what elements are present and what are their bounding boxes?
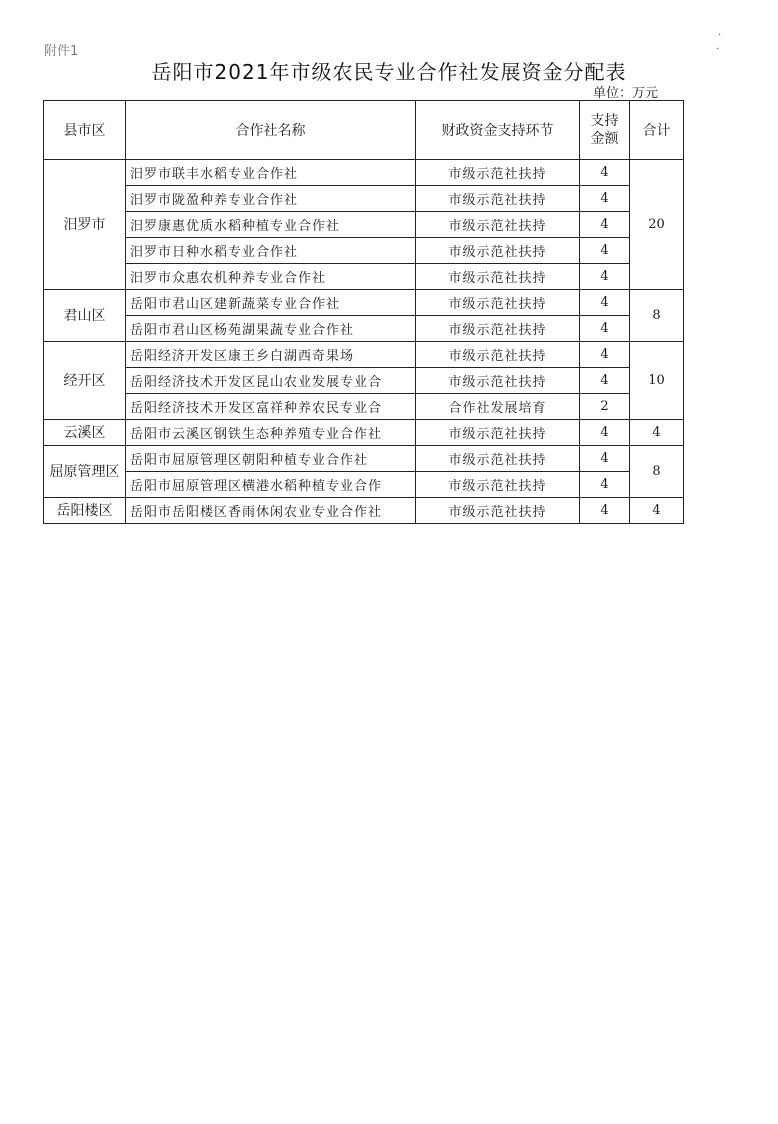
group-total-cell: 10 [630,342,684,420]
header-step: 财政资金支持环节 [416,101,580,160]
county-cell: 经开区 [44,342,126,420]
support-step-cell: 市级示范社扶持 [416,368,580,394]
support-step-cell: 市级示范社扶持 [416,290,580,316]
table-row [44,498,684,524]
allocation-table [43,100,684,524]
table-row [44,394,684,420]
support-step-cell: 市级示范社扶持 [416,264,580,290]
group-total-cell: 8 [630,446,684,498]
table-row [44,472,684,498]
table-row [44,238,684,264]
group-total-cell: 4 [630,498,684,524]
cooperative-name-cell: 汨罗市众惠农机种养专业合作社 [126,264,416,290]
county-cell: 汨罗市 [44,160,126,290]
amount-cell: 4 [580,186,630,212]
support-step-cell: 市级示范社扶持 [416,238,580,264]
support-step-cell: 市级示范社扶持 [416,316,580,342]
table-row [44,264,684,290]
county-cell: 君山区 [44,290,126,342]
unit-label: 单位：万元 [592,86,658,101]
support-step-cell: 市级示范社扶持 [416,186,580,212]
amount-cell: 4 [580,498,630,524]
page-title: 岳阳市2021年市级农民专业合作社发展资金分配表 [151,60,627,84]
amount-cell: 4 [580,446,630,472]
group-total-cell: 20 [630,160,684,290]
cooperative-name-cell: 汨罗市陇盈种养专业合作社 [126,186,416,212]
support-step-cell: 市级示范社扶持 [416,420,580,446]
table-row [44,342,684,368]
table-row [44,316,684,342]
amount-cell: 4 [580,290,630,316]
cooperative-name-cell: 岳阳经济技术开发区昆山农业发展专业合 [126,368,416,394]
table-row [44,160,684,186]
cooperative-name-cell: 岳阳经济开发区康王乡白湖西奇果场 [126,342,416,368]
county-cell: 屈原管理区 [44,446,126,498]
table-row [44,290,684,316]
cooperative-name-cell: 岳阳市屈原管理区朝阳种植专业合作社 [126,446,416,472]
cooperative-name-cell: 汨罗市联丰水稻专业合作社 [126,160,416,186]
support-step-cell: 市级示范社扶持 [416,342,580,368]
table-row [44,420,684,446]
amount-cell: 4 [580,368,630,394]
table-row [44,368,684,394]
support-step-cell: 市级示范社扶持 [416,160,580,186]
table-body [44,160,684,524]
support-step-cell: 合作社发展培育 [416,394,580,420]
table-header-row [44,101,684,160]
amount-cell: 4 [580,264,630,290]
amount-cell: 2 [580,394,630,420]
header-name: 合作社名称 [126,101,416,160]
cooperative-name-cell: 岳阳市君山区杨苑湖果蔬专业合作社 [126,316,416,342]
cooperative-name-cell: 岳阳市岳阳楼区香雨休闲农业专业合作社 [126,498,416,524]
scan-speck: · [718,30,722,41]
amount-cell: 4 [580,420,630,446]
scan-speck: · [716,44,720,55]
support-step-cell: 市级示范社扶持 [416,498,580,524]
support-step-cell: 市级示范社扶持 [416,472,580,498]
county-cell: 云溪区 [44,420,126,446]
group-total-cell: 4 [630,420,684,446]
amount-cell: 4 [580,212,630,238]
amount-cell: 4 [580,472,630,498]
header-county: 县市区 [44,101,126,160]
cooperative-name-cell: 岳阳经济技术开发区富祥种养农民专业合 [126,394,416,420]
cooperative-name-cell: 岳阳市君山区建新蔬菜专业合作社 [126,290,416,316]
table-row [44,212,684,238]
cooperative-name-cell: 汨罗市日种水稻专业合作社 [126,238,416,264]
support-step-cell: 市级示范社扶持 [416,446,580,472]
support-step-cell: 市级示范社扶持 [416,212,580,238]
header-amount: 支持金额 [580,101,630,160]
cooperative-name-cell: 岳阳市云溪区钢铁生态种养殖专业合作社 [126,420,416,446]
attachment-label: 附件1 [44,44,79,59]
amount-cell: 4 [580,238,630,264]
amount-cell: 4 [580,160,630,186]
county-cell: 岳阳楼区 [44,498,126,524]
header-total: 合计 [630,101,684,160]
group-total-cell: 8 [630,290,684,342]
amount-cell: 4 [580,316,630,342]
table-row [44,186,684,212]
cooperative-name-cell: 岳阳市屈原管理区横港水稻种植专业合作 [126,472,416,498]
table-row [44,446,684,472]
cooperative-name-cell: 汨罗康惠优质水稻种植专业合作社 [126,212,416,238]
amount-cell: 4 [580,342,630,368]
